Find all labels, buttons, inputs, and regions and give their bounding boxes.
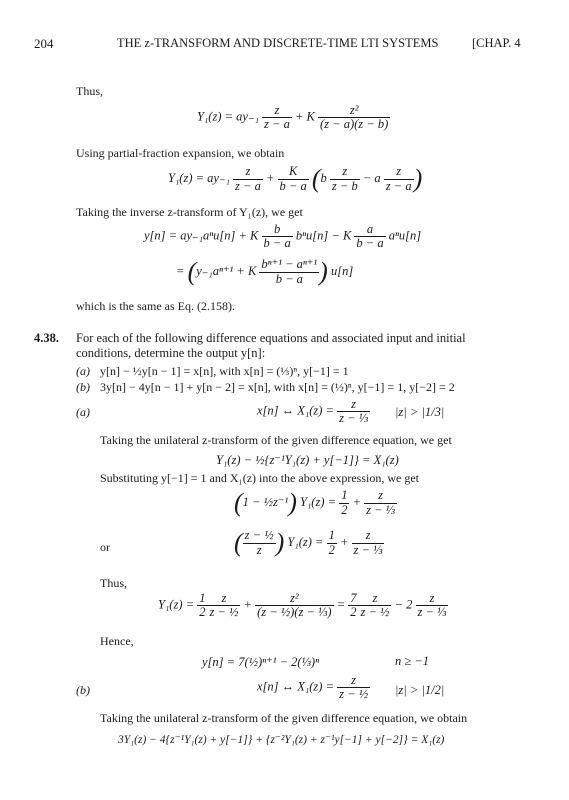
eq2-frac-3: $\frac{z}{z - b}$ bbox=[331, 164, 358, 193]
problem-statement-line-2: conditions, determine the output y[n]: bbox=[76, 346, 266, 360]
chapter-label: [CHAP. 4 bbox=[472, 36, 521, 50]
solution-b-transform bbox=[257, 674, 370, 701]
equation-9-condition: n ≥ −1 bbox=[395, 654, 430, 668]
eq7-frac-2: $\frac{z}{\text{z − ⅓}}$ bbox=[353, 528, 383, 557]
eq3-mid: bⁿu[n] − K bbox=[295, 228, 352, 243]
equation-1 bbox=[197, 104, 390, 131]
eq1-frac-2: $\frac{\text{z²}}{(z - a)(z - b)}$ bbox=[320, 103, 389, 132]
eq6-mid: Y₁(z) = bbox=[300, 494, 337, 509]
eq8-frac-1: $\frac{1}{2}$ bbox=[199, 591, 206, 620]
solution-a-text-2: Substituting y[−1] = 1 and X₁(z) into the above expression, we get bbox=[100, 471, 419, 485]
eq7-plus: + bbox=[339, 534, 349, 549]
part-a-label: (a) bbox=[76, 364, 90, 378]
eq7-frac-0: $\frac{\text{z − ½}}{z}$ bbox=[244, 528, 274, 557]
part-b-text: 3y[n] − 4y[n − 1] + y[n − 2] = x[n], with x[n] = (½)ⁿ, y[−1] = 1, y[−2] = 2 bbox=[100, 380, 455, 394]
eq8-eq: = bbox=[336, 597, 346, 612]
text-inverse: Taking the inverse z-transform of Y₁(z), we get bbox=[76, 205, 303, 219]
equation-5: Y₁(z) − ½{z⁻¹Y₁(z) + y[−1]} = X₁(z) bbox=[216, 453, 399, 467]
part-a-text: y[n] − ½y[n − 1] = x[n], with x[n] = (⅓)ⁿ, y[−1] = 1 bbox=[100, 364, 349, 378]
sb-xform-frac: $\frac{z}{\text{z − ½}}$ bbox=[339, 673, 369, 702]
eq8-frac-5: $\frac{z}{\text{z − ½}}$ bbox=[360, 591, 390, 620]
text-thus-2: Thus, bbox=[100, 576, 127, 590]
eq6-paren: 1 − ½z⁻¹ bbox=[242, 494, 289, 509]
equation-7: ( $\frac{\text{z − ½}}{z}$ ) Y₁(z) = $\frac{1}{2}$ + $\frac{z}{\text{z − ⅓}}$ bbox=[234, 528, 383, 557]
eq6-frac-1: $\frac{1}{2}$ bbox=[341, 488, 348, 517]
equation-2: Y₁(z) = ay₋₁ $\frac{z}{z - a}$ + $\frac{K}{b - a}$ (b $\frac{z}{z - b}$ − a $\frac{z}{z - a}$ ) bbox=[168, 164, 423, 193]
eq2-plus: + bbox=[265, 170, 275, 185]
problem-statement-line-1: For each of the following difference equations and associated input and initial bbox=[76, 331, 466, 345]
solution-a-roc: |z| > |1/3| bbox=[395, 405, 445, 419]
equation-3 bbox=[144, 223, 421, 250]
text-partial-fraction: Using partial-fraction expansion, we obtain bbox=[76, 146, 285, 160]
eq2-minus-a: − a bbox=[362, 170, 381, 185]
equation-8 bbox=[158, 592, 448, 619]
equation-4: = (y₋₁aⁿ⁺¹ + K $\frac{\text{bⁿ⁺¹ − aⁿ⁺¹}}{b - a}$ ) u[n] bbox=[176, 257, 354, 286]
eq4-frac: $\frac{\text{bⁿ⁺¹ − aⁿ⁺¹}}{b - a}$ bbox=[261, 257, 318, 286]
text-same-as: which is the same as Eq. (2.158). bbox=[76, 299, 235, 313]
eq1-plus: + K bbox=[294, 109, 315, 124]
solution-b-roc: |z| > |1/2| bbox=[395, 683, 445, 697]
solution-b-label: (b) bbox=[76, 683, 90, 697]
solution-a-transform bbox=[257, 398, 370, 425]
eq4-a: y₋₁aⁿ⁺¹ + K bbox=[196, 263, 257, 278]
sa-xform-frac: $\frac{z}{\text{z − ⅓}}$ bbox=[339, 397, 369, 426]
eq2-frac-4: $\frac{z}{z - a}$ bbox=[385, 164, 412, 193]
eq4-end: u[n] bbox=[330, 263, 354, 278]
sb-xform-lhs: x[n] ↔ X₁(z) = bbox=[257, 679, 335, 694]
eq8-frac-3: $\frac{\text{z²}}{\text{(z − ½)(z − ⅓)}}$ bbox=[257, 591, 332, 620]
running-title: THE z-TRANSFORM AND DISCRETE-TIME LTI SYSTEMS bbox=[117, 36, 439, 50]
text-hence: Hence, bbox=[100, 634, 134, 648]
text-thus: Thus, bbox=[76, 84, 103, 98]
eq8-minus-2: − 2 bbox=[394, 597, 413, 612]
eq6-frac-2: $\frac{z}{\text{z − ⅓}}$ bbox=[366, 488, 396, 517]
eq1-lhs: Y₁(z) = ay₋₁ bbox=[197, 109, 259, 124]
equation-6: (1 − ½z⁻¹) Y₁(z) = $\frac{1}{2}$ + $\frac{z}{\text{z − ⅓}}$ bbox=[234, 488, 396, 517]
eq3-lhs: y[n] = ay₋₁aⁿu[n] + K bbox=[144, 228, 259, 243]
eq1-frac-1: $\frac{z}{z - a}$ bbox=[264, 103, 290, 132]
problem-number: 4.38. bbox=[34, 331, 59, 345]
eq8-lhs: Y₁(z) = bbox=[158, 597, 195, 612]
eq3-frac-1: $\frac{b}{b - a}$ bbox=[263, 222, 291, 251]
eq6-plus: + bbox=[352, 494, 361, 509]
eq2-lhs: Y₁(z) = ay₋₁ bbox=[168, 170, 230, 185]
eq7-mid: Y₁(z) = bbox=[287, 534, 324, 549]
eq8-frac-4: $\frac{7}{2}$ bbox=[350, 591, 357, 620]
eq2-b: b bbox=[320, 170, 327, 185]
equation-9: y[n] = 7(½)ⁿ⁺¹ − 2(⅓)ⁿ bbox=[202, 655, 320, 669]
eq2-frac-2: $\frac{K}{b - a}$ bbox=[279, 164, 307, 193]
eq3-frac-2: $\frac{a}{b - a}$ bbox=[356, 222, 384, 251]
eq4-eq: = bbox=[176, 263, 185, 278]
eq8-frac-2: $\frac{z}{\text{z − ½}}$ bbox=[209, 591, 239, 620]
solution-b-text-1: Taking the unilateral z-transform of the given difference equation, we obtain bbox=[100, 711, 468, 725]
eq8-plus: + bbox=[243, 597, 252, 612]
solution-a-text-1: Taking the unilateral z-transform of the given difference equation, we get bbox=[100, 433, 452, 447]
page-number: 204 bbox=[34, 36, 54, 51]
equation-10: 3Y₁(z) − 4{z⁻¹Y₁(z) + y[−1]} + {z⁻²Y₁(z) + z⁻¹y[−1] + y[−2]} = X₁(z) bbox=[118, 734, 445, 746]
solution-a-label: (a) bbox=[76, 405, 90, 419]
text-or: or bbox=[100, 540, 110, 554]
eq8-frac-6: $\frac{z}{\text{z − ⅓}}$ bbox=[417, 591, 447, 620]
eq2-frac-1: $\frac{z}{z - a}$ bbox=[235, 164, 261, 193]
eq7-frac-1: $\frac{1}{2}$ bbox=[328, 528, 335, 557]
sa-xform-lhs: x[n] ↔ X₁(z) = bbox=[257, 403, 335, 418]
part-b-label: (b) bbox=[76, 380, 90, 394]
eq3-end: aⁿu[n] bbox=[388, 228, 422, 243]
